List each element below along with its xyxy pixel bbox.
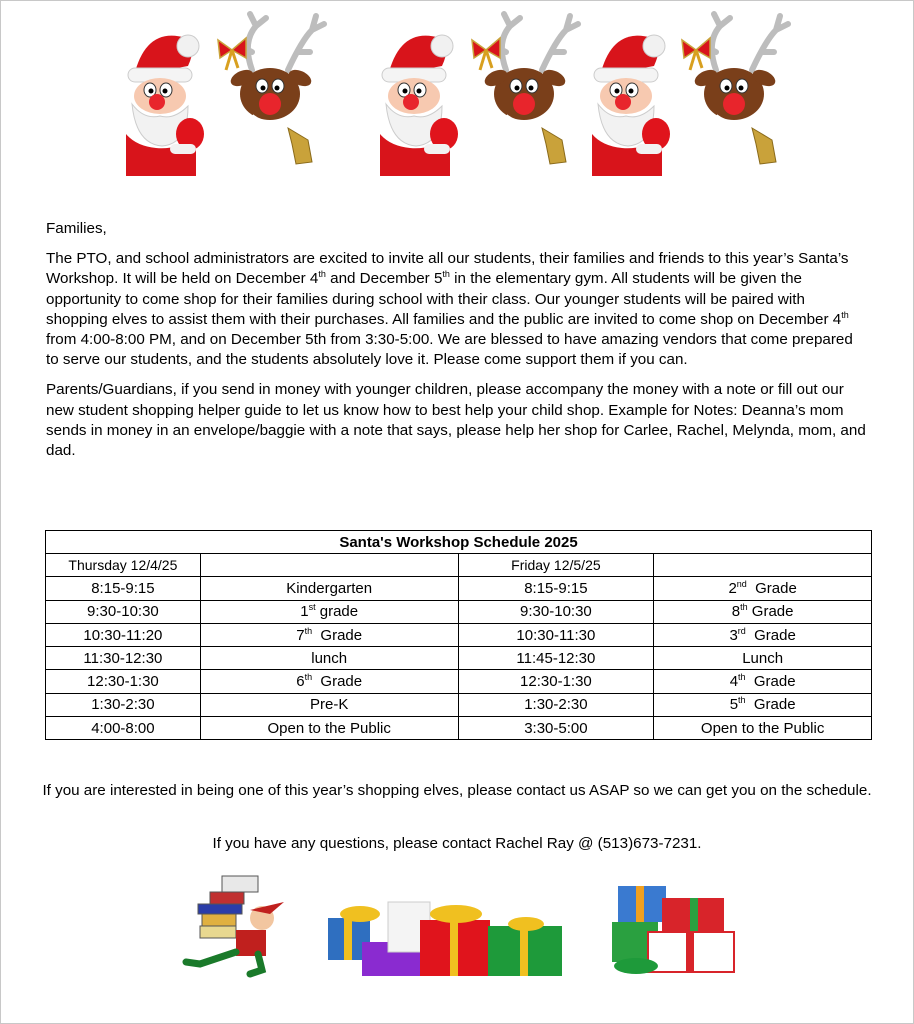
schedule-row <box>46 717 872 740</box>
schedule-title: Santa's Workshop Schedule 2025 <box>46 531 872 554</box>
santa-image <box>592 35 670 176</box>
reindeer-image <box>682 14 788 164</box>
santa-image <box>126 35 204 176</box>
friday-grade-cell: 3rd Grade <box>654 623 872 646</box>
schedule-row <box>46 647 872 670</box>
day1-header: Thursday 12/4/25 <box>46 554 201 577</box>
thursday-time-cell: 9:30-10:30 <box>46 600 201 623</box>
schedule-row <box>46 670 872 693</box>
friday-grade-cell: 4th Grade <box>654 670 872 693</box>
santa-image <box>380 35 458 176</box>
thursday-grade-cell: Open to the Public <box>200 717 458 740</box>
friday-time-cell: 10:30-11:30 <box>458 623 654 646</box>
thursday-grade-cell: 6th Grade <box>200 670 458 693</box>
elf-carrying-gifts-image <box>186 876 284 974</box>
thursday-time-cell: 11:30-12:30 <box>46 647 201 670</box>
greeting: Families, <box>46 220 107 237</box>
friday-grade-cell: 5th Grade <box>654 693 872 716</box>
thursday-grade-cell: Kindergarten <box>200 577 458 600</box>
friday-grade-cell: Open to the Public <box>654 717 872 740</box>
reindeer-image <box>218 14 324 164</box>
schedule-table <box>45 530 872 740</box>
friday-time-cell: 11:45-12:30 <box>458 647 654 670</box>
schedule-row <box>46 623 872 646</box>
gifts-illustration <box>0 866 914 986</box>
thursday-time-cell: 12:30-1:30 <box>46 670 201 693</box>
friday-time-cell: 3:30-5:00 <box>458 717 654 740</box>
thursday-grade-cell: lunch <box>200 647 458 670</box>
thursday-time-cell: 1:30-2:30 <box>46 693 201 716</box>
friday-time-cell: 8:15-9:15 <box>458 577 654 600</box>
schedule-row <box>46 600 872 623</box>
elves-note: If you are interested in being one of this year’s shopping elves, please contact us ASAP so we can get you on the schedule. <box>42 782 872 799</box>
invitation-paragraph: The PTO, and school administrators are excited to invite all our students, their families and friends to this year’s Santa’s Workshop. It will be held on December 4th and December 5th in the elementary gym. All students will be given the opportunity to come shop for their families during school with their class. Our younger students will be paired with shopping elves to assist them with their purchases. All families and the public are invited to come shop on December 4th from 4:00-8:00 PM, and on December 5th from 3:30-5:00. We are blessed to have amazing vendors that come prepared to serve our students, and the students absolutely love it. Please come support them if you can. <box>46 250 853 369</box>
friday-time-cell: 9:30-10:30 <box>458 600 654 623</box>
thursday-time-cell: 4:00-8:00 <box>46 717 201 740</box>
day2-header: Friday 12/5/25 <box>458 554 654 577</box>
thursday-grade-cell: 7th Grade <box>200 623 458 646</box>
contact-note: If you have any questions, please contact Rachel Ray @ (513)673-7231. <box>212 835 702 852</box>
schedule-row <box>46 577 872 600</box>
thursday-time-cell: 8:15-9:15 <box>46 577 201 600</box>
parents-paragraph: Parents/Guardians, if you send in money with younger children, please accompany the money with a note or fill out our new student shopping helper guide to let us know how to best help your child shop. Example for Notes: Deanna’s mom sends in money in an envelope/baggie with a note that says, please help her shop for Carlee, Rachel, Melynda, mom, and dad. <box>46 381 866 460</box>
friday-grade-cell: Lunch <box>654 647 872 670</box>
schedule-row <box>46 693 872 716</box>
santa-reindeer-banner <box>0 10 914 180</box>
gift-stack-image <box>612 886 734 974</box>
friday-grade-cell: 8th Grade <box>654 600 872 623</box>
thursday-time-cell: 10:30-11:20 <box>46 623 201 646</box>
reindeer-image <box>472 14 578 164</box>
friday-grade-cell: 2nd Grade <box>654 577 872 600</box>
friday-time-cell: 12:30-1:30 <box>458 670 654 693</box>
invitation-letter <box>46 219 866 471</box>
friday-time-cell: 1:30-2:30 <box>458 693 654 716</box>
thursday-grade-cell: 1st grade <box>200 600 458 623</box>
gift-pile-image <box>328 902 562 976</box>
thursday-grade-cell: Pre-K <box>200 693 458 716</box>
